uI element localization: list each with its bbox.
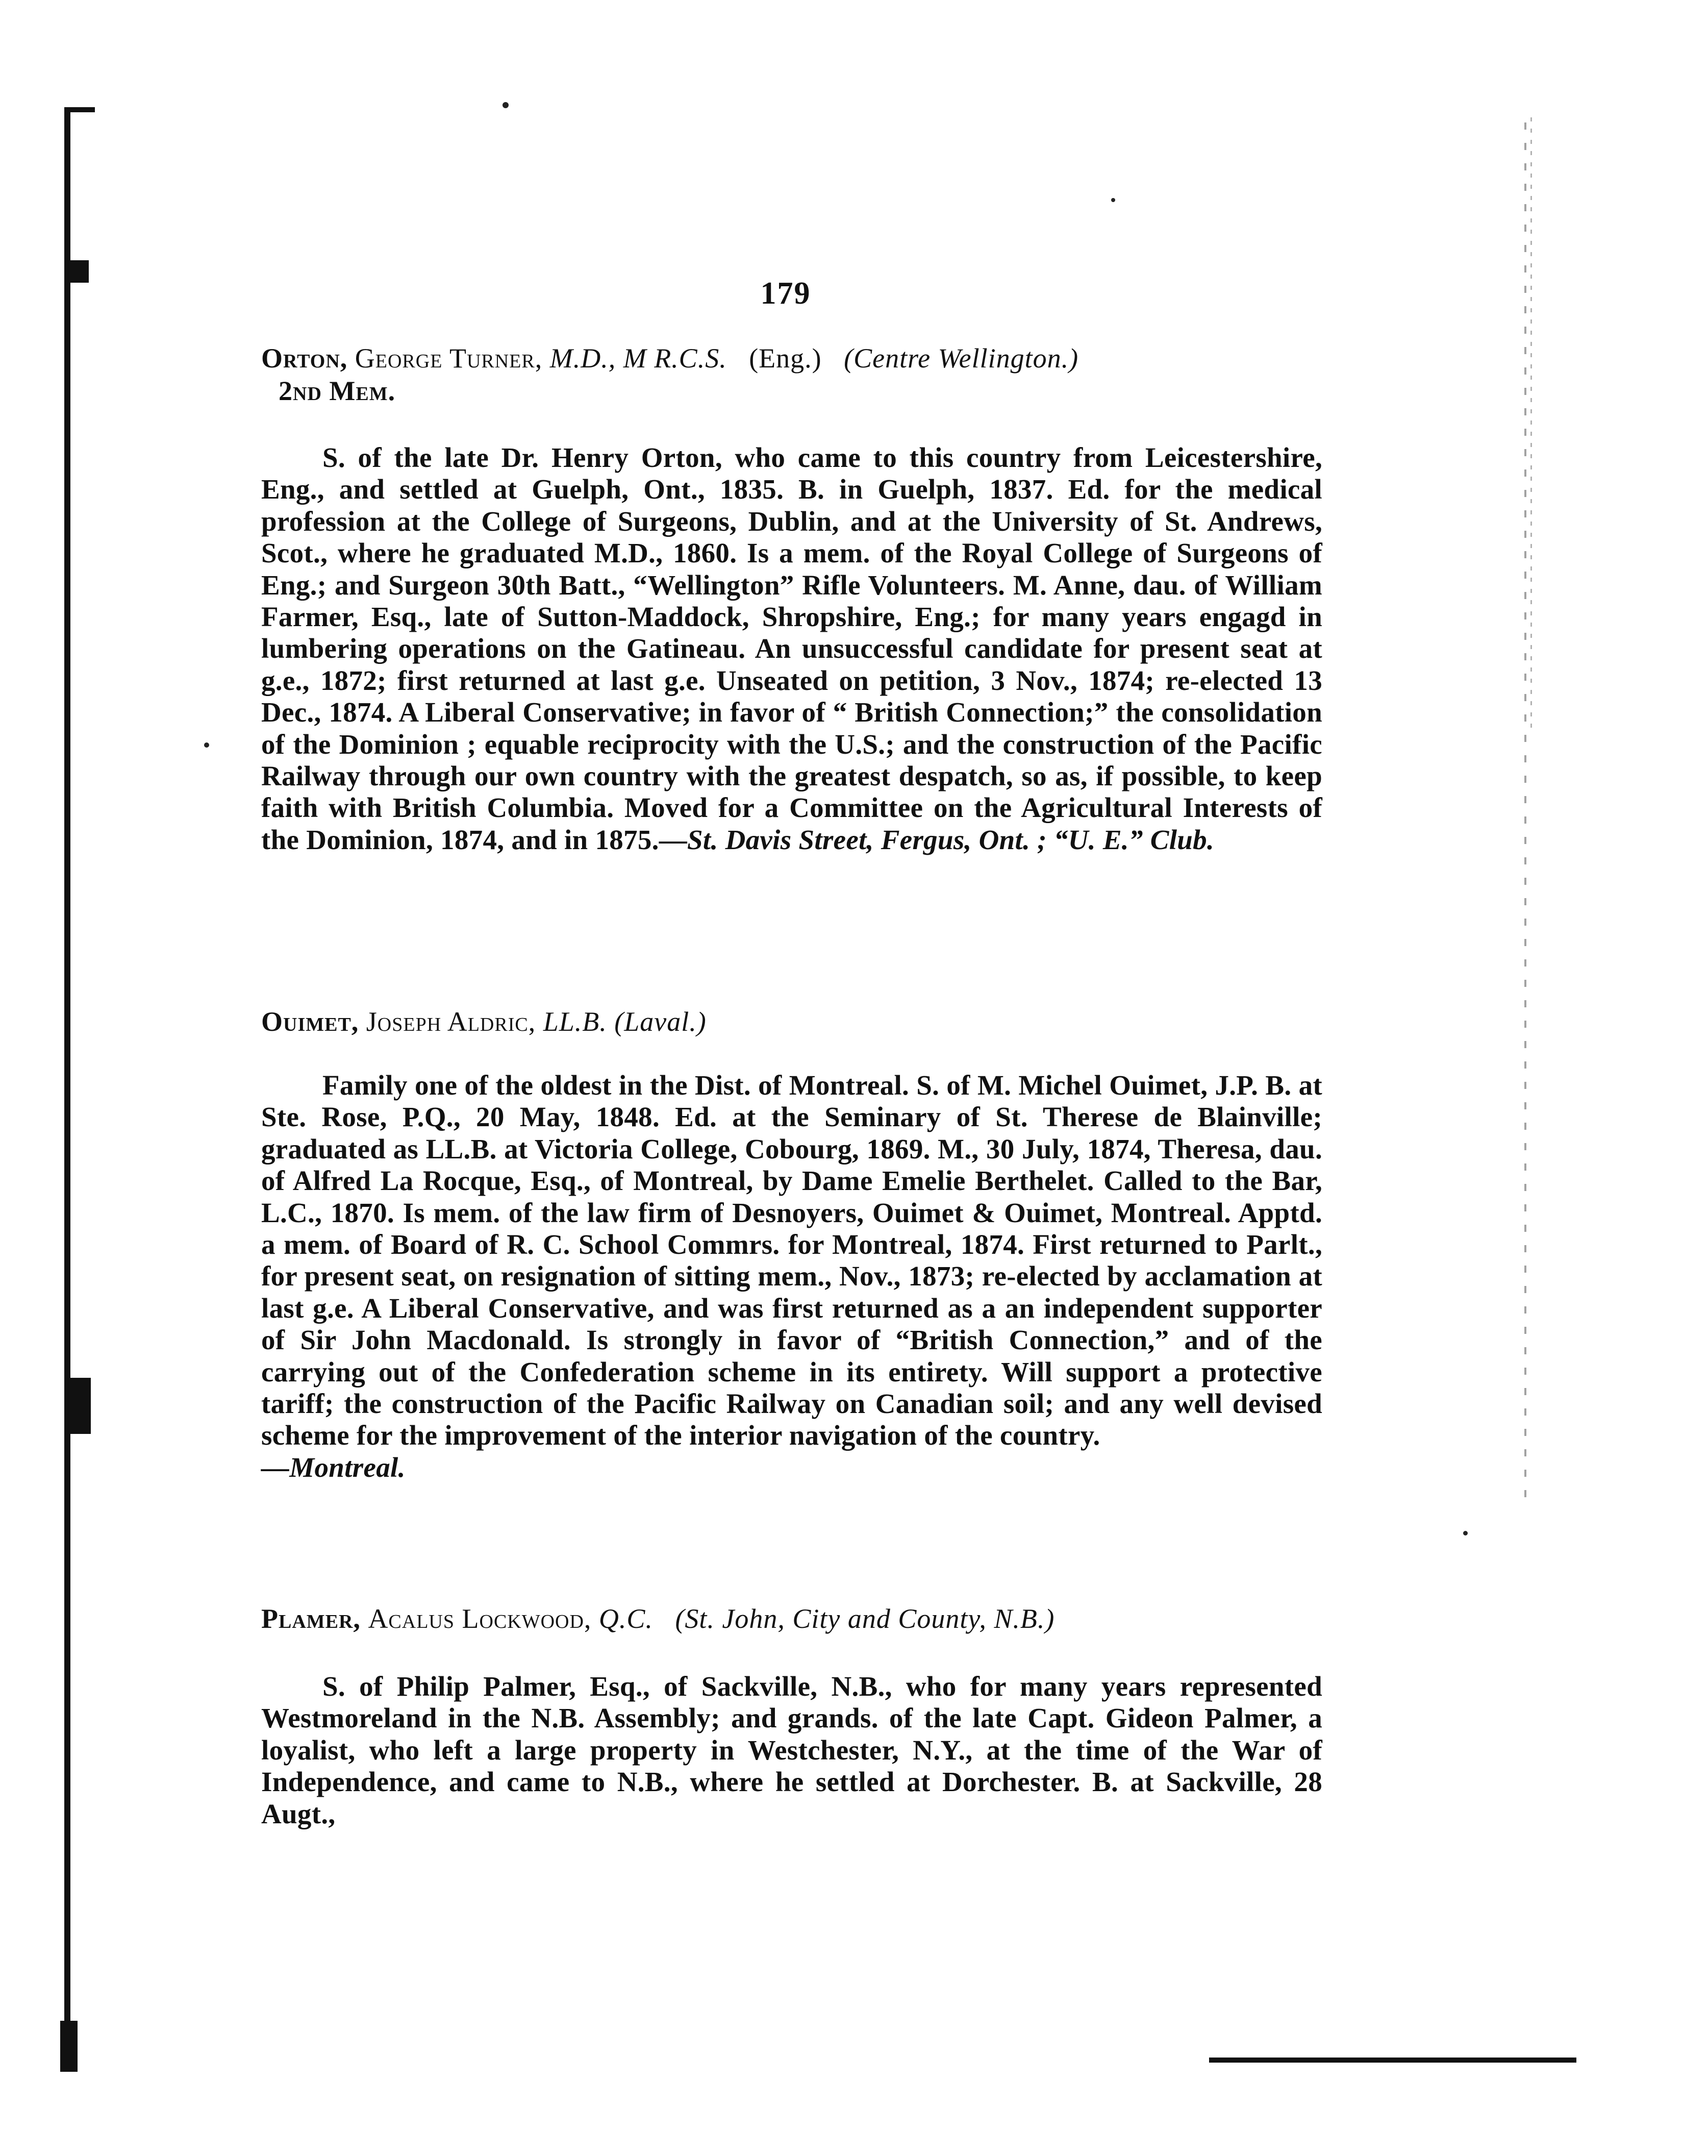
bottom-rule: [1209, 2058, 1576, 2063]
entry-credentials: LL.B.: [543, 1006, 607, 1037]
entry-credentials: M.D., M R.C.S.: [549, 343, 727, 374]
entry-biography-text: S. of Philip Palmer, Esq., of Sackville, N.B., who for many years represented Westmoreland in the N.B. Assembly; and grands. of the late Capt. Gideon Palmer, a loyalist, who left a large property in Westchester, N.Y., at the time of the War of Independence, and came to N.B., where he settled at Dorchester. B. at Sackville, 28 Augt.,: [261, 1671, 1322, 1829]
entry-member-note: 2nd Mem.: [279, 376, 396, 406]
entry-biography: [261, 1671, 1322, 1830]
entry-biography-text: S. of the late Dr. Henry Orton, who came to this country from Leicestershire, Eng., and settled at Guelph, Ont., 1835. B. in Guelph, 1837. Ed. for the medical profession at the College of Surgeons, Dublin, and at the University of St. Andrews, Scot., where he graduated M.D., 1860. Is a mem. of the Royal College of Surgeons of Eng.; and Surgeon 30th Batt., “Wellington” Rifle Volunteers. M. Anne, dau. of William Farmer, Esq., late of Sutton-Maddock, Shropshire, Eng.; for many years engagd in lumbering operations on the Gatineau. An unsuccessful candidate for present seat at g.e., 1872; first returned at last g.e. Unseated on petition, 3 Nov., 1874; re-elected 13 Dec., 1874. A Liberal Conservative; in favor of “ British Connection;” the consolidation of the Dominion ; equable reciprocity with the U.S.; and the construction of the Pacific Railway through our own country with the greatest despatch, so as, if possible, to keep faith with British Columbia. Moved for a Committee on the Agricultural Interests of the Dominion, 1874, and in 1875.—: [261, 442, 1322, 855]
binding-foot: [60, 2021, 78, 2072]
right-scan-edge-secondary: [1530, 117, 1532, 730]
entry-heading: [261, 1602, 1322, 1635]
entry-origin: (Laval.): [614, 1006, 707, 1037]
entry-heading: [261, 342, 1322, 407]
binding-edge: [64, 107, 70, 2067]
entry-given-names: Joseph Aldric,: [366, 1006, 536, 1037]
page-number: 179: [760, 276, 811, 311]
entry-address: —Montreal.: [261, 1451, 406, 1483]
entry-origin: (Eng.): [749, 343, 822, 374]
entry-address: St. Davis Street, Fergus, Ont. ; “U. E.” Club.: [687, 824, 1215, 855]
entry-biography: [261, 1070, 1322, 1483]
scan-speck: [204, 742, 209, 748]
entry-palmer: [261, 1602, 1322, 1830]
entry-surname: Plamer,: [261, 1603, 361, 1634]
entry-constituency: (St. John, City and County, N.B.): [675, 1603, 1055, 1634]
scan-speck: [1463, 1531, 1468, 1535]
entry-orton: [261, 342, 1322, 856]
entry-constituency: (Centre Wellington.): [844, 343, 1079, 374]
entry-surname: Ouimet,: [261, 1006, 359, 1037]
binding-notch-lower: [70, 1378, 91, 1434]
binding-notch: [70, 260, 89, 283]
binding-edge-cap: [64, 107, 95, 112]
right-scan-edge: [1524, 122, 1526, 1500]
scan-speck: [503, 102, 509, 108]
entry-given-names: Acalus Lockwood,: [368, 1603, 592, 1634]
entry-heading: [261, 1005, 1322, 1038]
entry-biography: [261, 442, 1322, 856]
entry-surname: Orton,: [261, 343, 348, 374]
scan-speck: [1111, 198, 1115, 202]
entry-ouimet: [261, 1005, 1322, 1483]
entry-biography-text: Family one of the oldest in the Dist. of Montreal. S. of M. Michel Ouimet, J.P. B. at Ste. Rose, P.Q., 20 May, 1848. Ed. at the Seminary of St. Therese de Blainville; graduated as LL.B. at Victoria College, Cobourg, 1869. M., 30 July, 1874, Theresa, dau. of Alfred La Rocque, Esq., of Montreal, by Dame Emelie Berthelet. Called to the Bar, L.C., 1870. Is mem. of the law firm of Desnoyers, Ouimet & Ouimet, Montreal. Apptd. a mem. of Board of R. C. School Commrs. for Montreal, 1874. First returned to Parlt., for present seat, on resignation of sitting mem., Nov., 1873; re-elected by acclamation at last g.e. A Liberal Conservative, and was first returned as a an independent supporter of Sir John Macdonald. Is strongly in favor of “British Connection,” and of the carrying out of the Confederation scheme in its entirety. Will support a protective tariff; the construction of the Pacific Railway on Canadian soil; and any well devised scheme for the improvement of the interior navigation of the country.: [261, 1070, 1322, 1451]
entry-given-names: George Turner,: [355, 343, 543, 374]
entry-credentials: Q.C.: [598, 1603, 653, 1634]
